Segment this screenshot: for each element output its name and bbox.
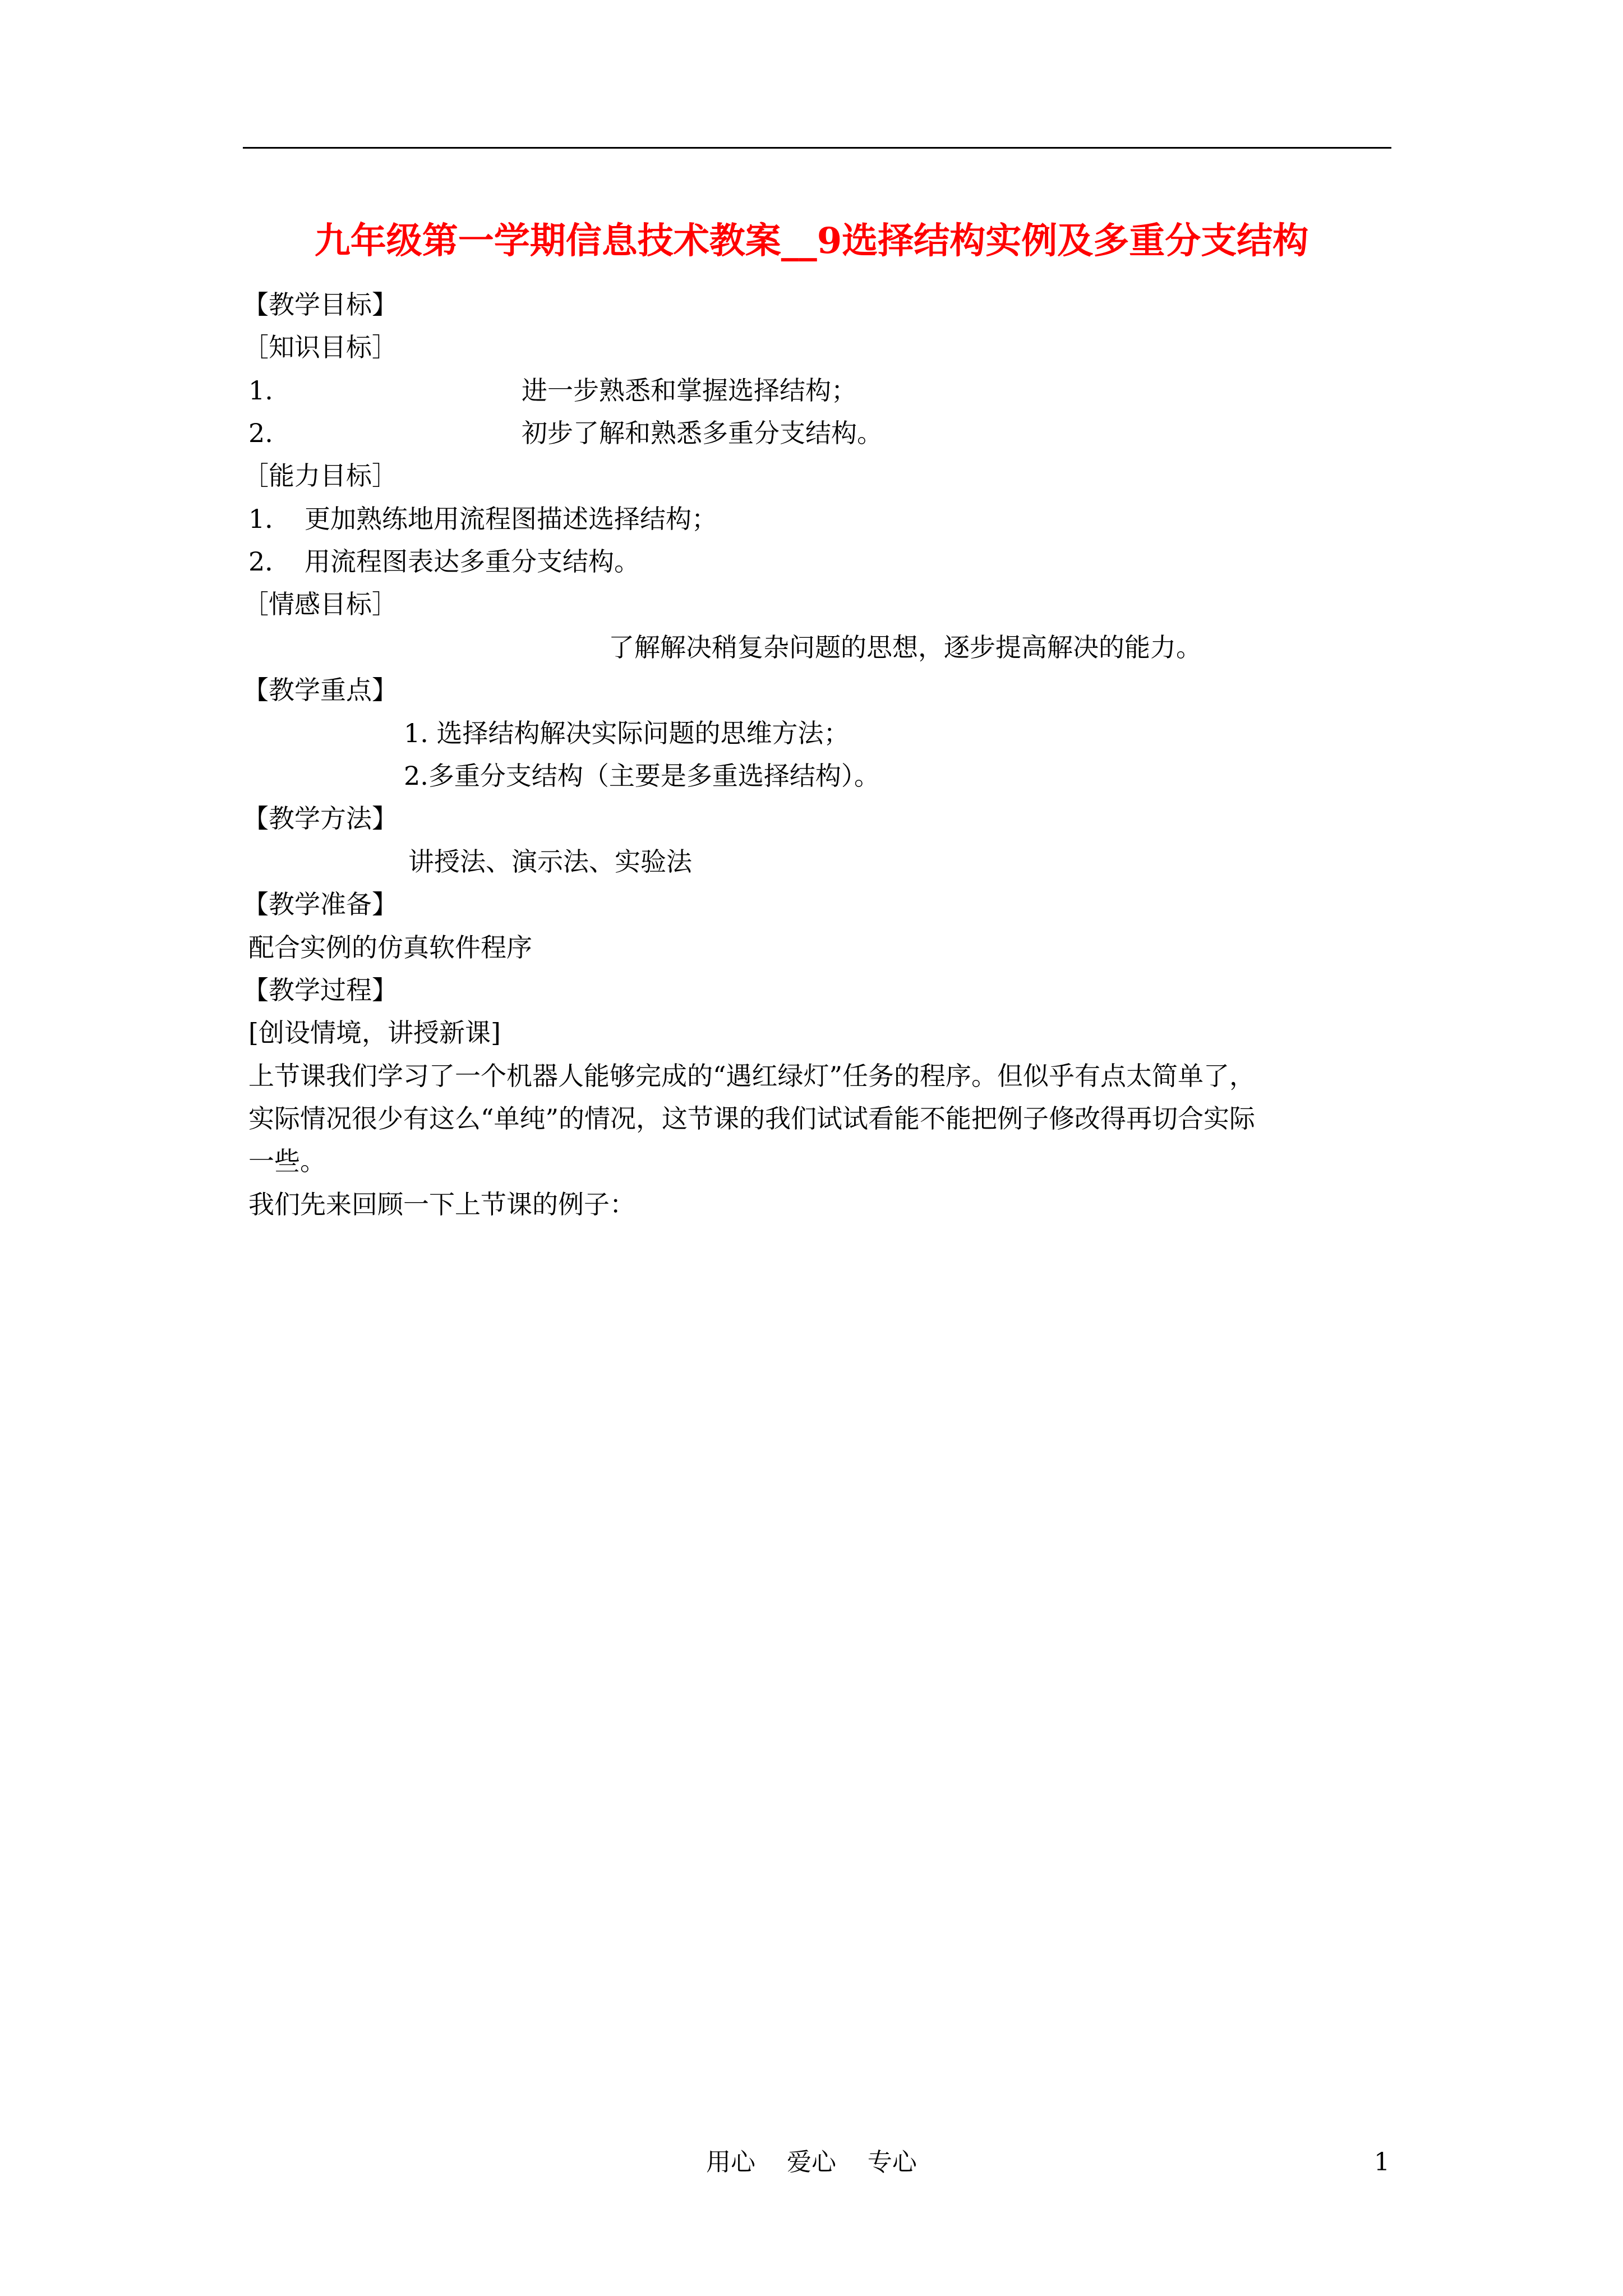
knowledge-goal-2-text: 初步了解和熟悉多重分支结构。 [522,418,883,448]
preparation-text: 配合实例的仿真软件程序 [248,932,532,963]
key-point-2: 2.多重分支结构（主要是多重选择结构）。 [404,761,880,791]
document-title: 九年级第一学期信息技术教案__9选择结构实例及多重分支结构 [314,220,1309,262]
ability-goal-2-number: 2． [248,546,291,577]
emotion-goals-heading: ［情感目标］ [243,589,398,619]
ability-goal-1-number: 1． [248,504,291,534]
knowledge-goal-1-text: 进一步熟悉和掌握选择结构； [522,375,857,406]
page-number: 1 [1374,2148,1390,2177]
knowledge-goals-heading: ［知识目标］ [243,332,398,362]
teaching-goals-heading: 【教学目标】 [243,289,398,320]
process-review: 我们先来回顾一下上节课的例子： [248,1189,635,1220]
process-subheading: [创设情境，讲授新课] [248,1018,501,1048]
ability-goal-1-text: 更加熟练地用流程图描述选择结构； [305,504,717,534]
knowledge-goal-1-number: 1. [248,375,273,406]
ability-goal-2-text: 用流程图表达多重分支结构。 [305,546,640,577]
key-point-1: 1. 选择结构解决实际问题的思维方法； [404,718,850,748]
ability-goals-heading: ［能力目标］ [243,461,398,491]
preparation-heading: 【教学准备】 [243,889,398,919]
header-rule [243,147,1391,149]
process-paragraph-line-3: 一些。 [248,1146,326,1176]
process-heading: 【教学过程】 [243,975,398,1005]
emotion-goals-text: 了解解决稍复杂问题的思想，逐步提高解决的能力。 [608,632,1202,662]
methods-text: 讲授法、演示法、实验法 [408,846,692,877]
process-paragraph-line-1: 上节课我们学习了一个机器人能够完成的“遇红绿灯”任务的程序。但似乎有点太简单了， [248,1061,1256,1091]
footer-motto: 用心 爱心 专心 [706,2148,917,2177]
methods-heading: 【教学方法】 [243,803,398,834]
knowledge-goal-2-number: 2. [248,418,273,448]
process-paragraph-line-2: 实际情况很少有这么“单纯”的情况，这节课的我们试试看能不能把例子修改得再切合实际 [248,1103,1256,1134]
key-points-heading: 【教学重点】 [243,675,398,705]
